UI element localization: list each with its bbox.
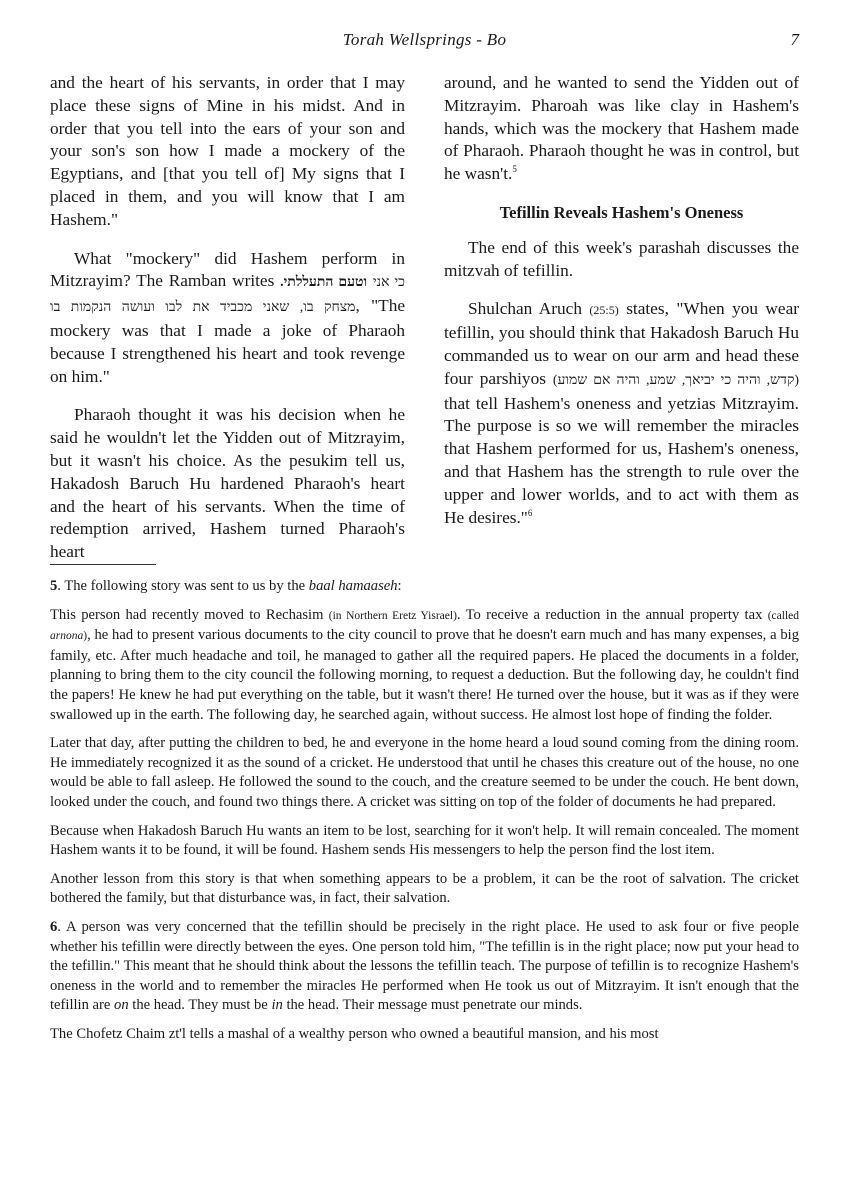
text-run: . To receive a reduction in the annual property tax (456, 606, 763, 623)
footnote-divider (50, 564, 156, 565)
paragraph (444, 72, 799, 186)
text-run: : (397, 578, 402, 594)
source-ref: (25:5) (589, 303, 619, 318)
paragraph (444, 298, 799, 529)
text-emphasis: baal hamaaseh (308, 578, 398, 594)
main-text (50, 72, 799, 562)
text-run: This person had recently moved to Rechasim (50, 606, 324, 623)
footnote-paragraph: Another lesson from this story is that when something appears to be a problem, it can be the root of salvation. The cricket bothered the family, but that disturbance was, in fact, their salvation. (50, 870, 799, 907)
footnote-paragraph: Because when Hakadosh Baruch Hu wants an item to be lost, searching for it won't help. It will remain concealed. The moment Hashem wants it to be found, it will be found. Hashem sends His messengers to help the person find the lost item. (50, 822, 799, 859)
footnote-paragraph (50, 606, 799, 726)
text-run: , he had to present various documents to the city council to prove that he doesn't earn much and has many expenses, a big family, etc. After much headache and toil, he managed to gather all the required papers. He placed the documents in a folder, planning to bring them to the city council the following morning, to request a deduction. But the following day, he couldn't find the papers! He knew he had put everything on the table, but it wasn't there! He turned over the house, but it was as if they were swallowed up in the earth. The following day, he searched again, without success. He almost lost hope of finding the folder. (50, 627, 799, 723)
small-note: (called (767, 609, 800, 622)
small-note: (in Northern Eretz Yisrael) (328, 609, 457, 622)
footnote-paragraph: Later that day, after putting the children to bed, he and everyone in the home heard a loud sound coming from the dining room. He immediately recognized it as the sound of a cricket. He understood that until he chases this creature out of the house, no one would be able to fall asleep. He followed the sound to the couch, and the creature seemed to be under the couch. He bent down, looked under the couch, and found two things there. A cricket was sitting on top of the folder of documents he had prepared. (50, 735, 799, 810)
footnote-5-intro (50, 577, 799, 597)
page-number: 7 (790, 30, 799, 49)
text-run: states, "When you wear tefillin, you should think that Hakadosh Baruch Hu commanded us to wear on our arm and head these four parshiyos (444, 299, 799, 388)
paragraph: Pharaoh thought it was his decision when he said he wouldn't let the Yidden out of Mitzrayim, but it wasn't his choice. As the pesukim tell us, Hakadosh Baruch Hu hardened Pharaoh's heart and the heart of his servants. When the time of redemption arrived, Hashem turned Pharaoh's heart (50, 405, 405, 562)
paragraph: and the heart of his servants, in order that I may place these signs of Mine in his midst. And in order that you tell into the ears of your son and your son's son how I made a mockery of the Egyptians, and [that you tell of] My signs that I placed in them, and you will know that I am Hashem." (50, 73, 405, 229)
text-run: the head. Their message must penetrate our minds. (286, 997, 583, 1014)
footnote-number: 6 (50, 918, 58, 935)
text-run: . A person was very concerned that the tefillin should be precisely in the right place. He used to ask four or five people whether his tefillin were directly between the eyes. One person told him, "The tefillin is in the right place; now put your head to the tefillin." This meant that he should think about the lessons the tefillin teach. The purpose of tefillin is to recognize Hashem's oneness in the world and to remember the miracles He performed when He took us out of Mitzrayim. It isn't enough that the tefillin are (50, 918, 799, 1014)
hebrew-quote: כי אני מצחק בו, שאני מכביד את לבו ועושה הנקמות בו (50, 275, 405, 316)
right-column (444, 72, 799, 545)
text-run: "The mockery was that I made a joke of Pharaoh because I strengthened his heart and took revenge on him." (50, 296, 405, 386)
hebrew-quote-bold: וטעם התעללתי. (280, 275, 368, 291)
left-column (50, 72, 405, 580)
paragraph: What "mockery" did Hashem perform in Mitzrayim? The Ramban writes וטעם התעללתי. כי אני מצחק בו, שאני מכביד את לבו ועושה הנקמות בו, "The mockery was that I made a joke of Pharaoh because I strengthened his heart and took revenge on him." (50, 248, 405, 386)
text-emphasis: arnona (50, 630, 84, 643)
text-run: What "mockery" did Hashem perform in Mitzrayim? The Ramban writes (50, 248, 405, 291)
footnote-6 (50, 918, 799, 1016)
text-run: that tell Hashem's oneness and yetzias Mitzrayim. The purpose is so we will remember the miracles that Hashem performed for us, Hashem's oneness, and that Hashem has the strength to rule over the upper and lower worlds, and to act with them as He desires." (444, 393, 799, 527)
footnote-ref: 5 (512, 164, 517, 175)
footnote-number: 5 (50, 578, 58, 594)
footnote-ref: 6 (527, 507, 533, 518)
text-run: the head. They must be (132, 997, 268, 1014)
text-run: around, and he wanted to send the Yidden out of Mitzrayim. Pharoah was like clay in Hashem's hands, which was the mockery that Hashem made of Pharaoh. Pharaoh thought he was in control, but he wasn't. (444, 73, 799, 184)
footnote-paragraph: The Chofetz Chaim zt'l tells a mashal of a wealthy person who owned a beautiful mansion, and his most (50, 1025, 659, 1042)
paragraph: The end of this week's parashah discusses the mitzvah of tefillin. (444, 237, 799, 280)
running-title: Torah Wellsprings - Bo (342, 30, 507, 49)
text-emphasis: on (114, 997, 129, 1014)
text-run: Shulchan Aruch (468, 299, 582, 319)
running-header (50, 30, 799, 54)
small-note: ) (83, 630, 88, 643)
footnotes (50, 577, 799, 1053)
hebrew-quote: (קדש, והיה כי יביאך, שמע, והיה אם שמוע) (552, 372, 799, 388)
text-emphasis: in (271, 997, 283, 1014)
section-heading: Tefillin Reveals Hashem's Oneness (499, 202, 744, 222)
text-run: . The following story was sent to us by the (57, 578, 306, 594)
